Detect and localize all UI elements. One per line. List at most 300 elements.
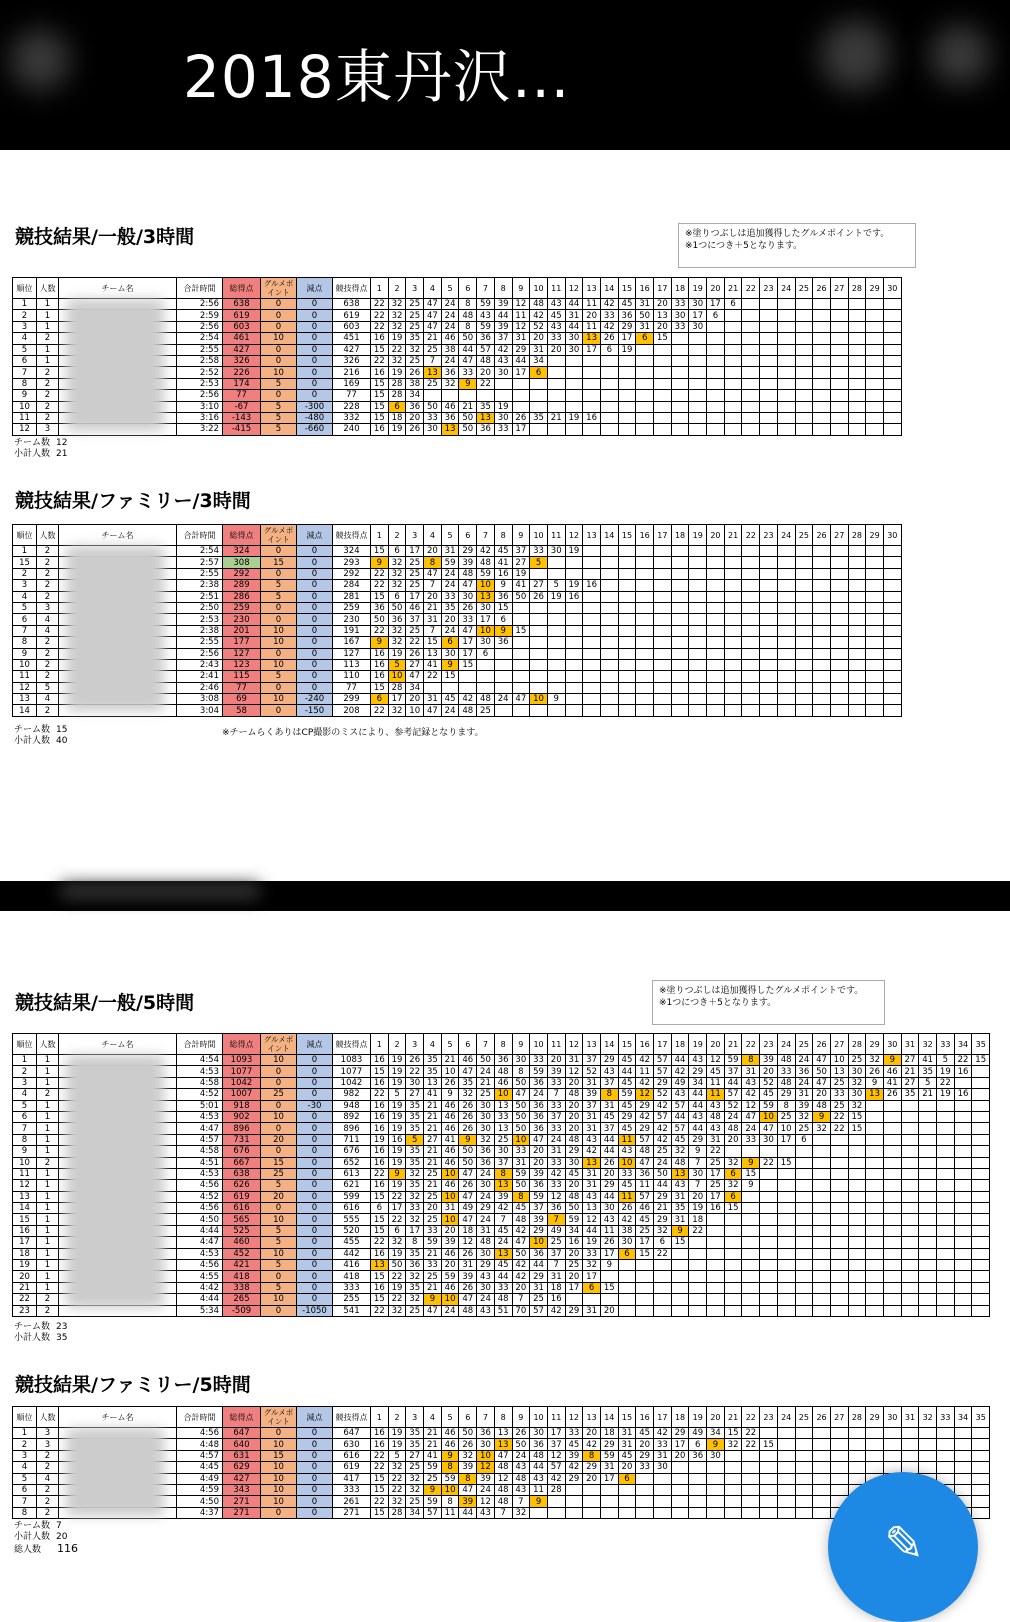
cell-cp: [830, 1439, 848, 1450]
cell-cp: [530, 378, 548, 389]
cell-time: 4:48: [177, 1439, 223, 1450]
cell-comp: 110: [333, 671, 371, 682]
cell-cp: [954, 1203, 972, 1214]
cell-cp: 31: [618, 1428, 636, 1439]
cell-cp: [618, 1305, 636, 1316]
header-cp-6: 6: [459, 525, 477, 546]
cell-cp: [760, 1282, 778, 1293]
cell-cp: 16: [371, 1157, 389, 1168]
cell-cp: [866, 602, 884, 613]
cell-cp: [813, 1214, 831, 1225]
cell-cp: [883, 1168, 901, 1179]
cell-cp: [813, 705, 831, 716]
cell-cp: 31: [583, 1180, 601, 1191]
header-competition-points: 競技得点: [333, 525, 371, 546]
cell-cp: [777, 1439, 795, 1450]
cell-total: -67: [223, 401, 261, 412]
header-cp-22: 22: [742, 525, 760, 546]
header-cp-14: 14: [600, 1407, 618, 1428]
cell-cp: [830, 694, 848, 705]
cell-cp: 45: [618, 1450, 636, 1461]
cell-cp: [477, 390, 495, 401]
cell-cp: [707, 333, 725, 344]
cell-cp: [530, 625, 548, 636]
cell-cp: 44: [618, 1066, 636, 1077]
cell-cp: 19: [565, 546, 583, 557]
cell-cp: [671, 580, 689, 591]
cell-cp: [707, 614, 725, 625]
cell-cp: [883, 355, 901, 366]
cell-cp: [919, 1294, 937, 1305]
cell-cp: [813, 344, 831, 355]
cell-time: 4:52: [177, 1089, 223, 1100]
cell-cp: 42: [583, 1439, 601, 1450]
cell-cp: [760, 1507, 778, 1518]
cell-cp: [724, 1507, 742, 1518]
cell-cp: [795, 1214, 813, 1225]
cell-cp: 36: [530, 1180, 548, 1191]
header-cp-3: 3: [406, 278, 424, 299]
cell-cp: 29: [689, 1134, 707, 1145]
cell-cp: [742, 1282, 760, 1293]
cell-cp: [600, 401, 618, 412]
cell-time: 4:37: [177, 1507, 223, 1518]
cell-cp: [795, 1225, 813, 1236]
header-total-points: 総得点: [223, 1034, 261, 1055]
cell-cp: 31: [671, 1214, 689, 1225]
cell-mem: 2: [37, 412, 59, 423]
cell-cp: 20: [441, 1225, 459, 1236]
cell-mem: 3: [37, 1439, 59, 1450]
cell-cp: [760, 344, 778, 355]
cell-cp: 27: [406, 659, 424, 670]
cell-rank: 5: [13, 602, 37, 613]
cell-ded: 0: [297, 1146, 333, 1157]
cell-cp: [795, 1168, 813, 1179]
cell-cp: 20: [441, 614, 459, 625]
cell-cp: [830, 1473, 848, 1484]
cell-cp: 11: [583, 321, 601, 332]
cell-cp: [813, 591, 831, 602]
cell-cp: 47: [742, 1111, 760, 1122]
cell-cp: [742, 1271, 760, 1282]
cell-time: 4:56: [177, 1180, 223, 1191]
cell-cp: [742, 401, 760, 412]
cell-cp: 31: [583, 1305, 601, 1316]
cell-cp: 36: [406, 1260, 424, 1271]
cell-cp: 59: [724, 1055, 742, 1066]
cell-cp: [813, 1191, 831, 1202]
cell-cp: [742, 390, 760, 401]
cell-cp: 47: [459, 1168, 477, 1179]
cell-cp: 42: [636, 1111, 654, 1122]
cell-cp: [654, 659, 672, 670]
cell-cp: [866, 310, 884, 321]
cell-cp: [689, 602, 707, 613]
cell-cp: 46: [406, 602, 424, 613]
cell-cp: [494, 648, 512, 659]
cell-cp: [742, 659, 760, 670]
summary-label: チーム数: [14, 1520, 51, 1531]
cell-cp: 16: [954, 1066, 972, 1077]
cell-cp: [760, 1271, 778, 1282]
cell-cp: [866, 1134, 884, 1145]
cell-cp: [636, 694, 654, 705]
cell-cp: 48: [530, 1450, 548, 1461]
cell-cp: 30: [424, 424, 442, 435]
cell-cp: [883, 299, 901, 310]
cell-ded: 0: [297, 1237, 333, 1248]
cell-mem: 1: [37, 1180, 59, 1191]
cell-cp: 22: [371, 355, 389, 366]
header-cp-30: 30: [883, 278, 901, 299]
cell-rank: 5: [13, 1473, 37, 1484]
cell-cp: [848, 1157, 866, 1168]
cell-cp: [636, 378, 654, 389]
header-cp-23: 23: [760, 278, 778, 299]
cell-cp: [937, 1462, 955, 1473]
cell-cp: 43: [494, 355, 512, 366]
cell-rank: 11: [13, 671, 37, 682]
cell-cp: [707, 671, 725, 682]
cell-cp: 25: [530, 1294, 548, 1305]
cell-cp: [477, 682, 495, 693]
cell-cp: 25: [494, 1134, 512, 1145]
cell-cp: 10: [406, 705, 424, 716]
cell-cp: 17: [777, 1134, 795, 1145]
cell-cp: [654, 1271, 672, 1282]
cell-cp: [830, 1134, 848, 1145]
cell-cp: [777, 580, 795, 591]
cell-cp: 59: [512, 1168, 530, 1179]
note-box-2: [652, 980, 885, 1025]
cell-cp: [954, 1168, 972, 1179]
cell-cp: 9: [866, 1077, 884, 1088]
cell-cp: [618, 1271, 636, 1282]
cell-cp: [848, 1134, 866, 1145]
cell-cp: [724, 1484, 742, 1495]
cell-cp: [795, 659, 813, 670]
cell-cp: 25: [777, 1111, 795, 1122]
cell-cp: 47: [424, 1305, 442, 1316]
cell-ded: -300: [297, 401, 333, 412]
cell-cp: 37: [547, 1248, 565, 1259]
cell-cp: 11: [636, 1066, 654, 1077]
cell-cp: [760, 625, 778, 636]
cell-cp: 47: [459, 1191, 477, 1202]
cell-cp: [724, 705, 742, 716]
cell-cp: [795, 705, 813, 716]
header-cp-21: 21: [724, 1407, 742, 1428]
cell-cp: [547, 682, 565, 693]
cell-cp: [848, 1260, 866, 1271]
cell-cp: [813, 390, 831, 401]
cell-cp: [494, 705, 512, 716]
cell-cp: [866, 401, 884, 412]
header-cp-7: 7: [477, 525, 495, 546]
cell-cp: 16: [371, 1428, 389, 1439]
cell-cp: 22: [689, 1225, 707, 1236]
cell-cp: 36: [494, 1055, 512, 1066]
cell-cp: [760, 299, 778, 310]
cell-cp: 33: [547, 1100, 565, 1111]
cell-time: 4:58: [177, 1146, 223, 1157]
cell-cp: [954, 1462, 972, 1473]
cell-time: 3:08: [177, 694, 223, 705]
cell-ded: 0: [297, 1507, 333, 1518]
cell-cp: [795, 1191, 813, 1202]
header-cp-14: 14: [600, 1034, 618, 1055]
cell-mem: 1: [37, 1271, 59, 1282]
cell-cp: 32: [406, 1168, 424, 1179]
cell-time: 2:38: [177, 580, 223, 591]
cell-rank: 22: [13, 1294, 37, 1305]
header-cp-10: 10: [530, 278, 548, 299]
cell-cp: 20: [583, 1473, 601, 1484]
cell-cp: 9: [530, 1496, 548, 1507]
cell-cp: 50: [512, 1248, 530, 1259]
cell-cp: 10: [441, 1066, 459, 1077]
cell-cp: 9: [424, 1484, 442, 1495]
cell-comp: 281: [333, 591, 371, 602]
cell-cp: [583, 424, 601, 435]
cell-cp: [565, 378, 583, 389]
cell-cp: 33: [424, 1225, 442, 1236]
cell-cp: [866, 1294, 884, 1305]
cell-cp: [671, 659, 689, 670]
cell-cp: [636, 659, 654, 670]
cell-cp: [724, 1462, 742, 1473]
cell-cp: [565, 614, 583, 625]
cell-cp: [618, 694, 636, 705]
cell-cp: [883, 1134, 901, 1145]
cell-cp: [600, 424, 618, 435]
cell-gurme: 5: [261, 1237, 297, 1248]
cell-cp: 24: [477, 1214, 495, 1225]
cell-cp: 32: [406, 1214, 424, 1225]
cell-cp: 26: [459, 1123, 477, 1134]
cell-cp: 47: [424, 705, 442, 716]
cell-cp: [830, 1203, 848, 1214]
edit-fab-button[interactable]: [828, 1472, 978, 1622]
cell-cp: [848, 1237, 866, 1248]
cell-total: 1093: [223, 1055, 261, 1066]
cell-cp: 30: [512, 1055, 530, 1066]
cell-rank: 9: [13, 390, 37, 401]
cell-cp: 25: [424, 1473, 442, 1484]
cell-total: 77: [223, 682, 261, 693]
cell-cp: [813, 355, 831, 366]
cell-cp: 26: [459, 602, 477, 613]
cell-cp: [919, 1439, 937, 1450]
cell-cp: [636, 614, 654, 625]
cell-cp: [795, 625, 813, 636]
cell-cp: [830, 1180, 848, 1191]
cell-cp: [724, 659, 742, 670]
cell-time: 4:47: [177, 1237, 223, 1248]
cell-cp: [777, 568, 795, 579]
cell-cp: 25: [636, 1225, 654, 1236]
cell-cp: 13: [671, 1168, 689, 1179]
cell-cp: [795, 1439, 813, 1450]
header-cp-2: 2: [388, 1407, 406, 1428]
cell-cp: 38: [618, 1225, 636, 1236]
cell-cp: [937, 1439, 955, 1450]
cell-mem: 2: [37, 1496, 59, 1507]
header-cp-12: 12: [565, 525, 583, 546]
cell-cp: [494, 659, 512, 670]
cell-cp: 50: [636, 310, 654, 321]
table-header-row: [13, 525, 902, 546]
header-cp-9: 9: [512, 1407, 530, 1428]
cell-cp: 24: [530, 1089, 548, 1100]
cell-total: 427: [223, 344, 261, 355]
cell-cp: 25: [406, 625, 424, 636]
table-summary: [14, 1322, 67, 1344]
header-total-time: 合計時間: [177, 278, 223, 299]
cell-mem: 2: [37, 367, 59, 378]
cell-cp: 8: [406, 1237, 424, 1248]
cell-cp: 39: [459, 1271, 477, 1282]
cell-cp: 5: [937, 1055, 955, 1066]
cell-cp: [813, 1134, 831, 1145]
cell-cp: 22: [742, 1439, 760, 1450]
cell-cp: [654, 557, 672, 568]
cell-cp: 15: [371, 591, 389, 602]
cell-cp: 29: [636, 1100, 654, 1111]
cell-cp: [795, 580, 813, 591]
cell-cp: 20: [565, 1100, 583, 1111]
cell-cp: 26: [459, 1111, 477, 1122]
header-total-points: 総得点: [223, 278, 261, 299]
cell-cp: 24: [441, 299, 459, 310]
cell-comp: 1083: [333, 1055, 371, 1066]
cell-cp: [813, 1260, 831, 1271]
cell-gurme: 0: [261, 310, 297, 321]
cell-cp: [777, 367, 795, 378]
cell-time: 2:54: [177, 333, 223, 344]
cell-cp: [813, 412, 831, 423]
cell-cp: 48: [494, 1496, 512, 1507]
cell-cp: [866, 1260, 884, 1271]
cell-cp: [813, 1462, 831, 1473]
cell-cp: [937, 1450, 955, 1461]
cell-cp: 31: [671, 1191, 689, 1202]
cell-cp: 47: [813, 1055, 831, 1066]
cell-cp: [671, 1305, 689, 1316]
cell-cp: 31: [441, 1203, 459, 1214]
header-total-time: 合計時間: [177, 525, 223, 546]
cell-ded: 0: [297, 671, 333, 682]
cell-mem: 2: [37, 591, 59, 602]
cell-total: 1007: [223, 1089, 261, 1100]
cell-cp: [671, 1271, 689, 1282]
cell-cp: 31: [512, 333, 530, 344]
cell-cp: 19: [689, 1203, 707, 1214]
cell-cp: [689, 367, 707, 378]
cell-cp: [689, 546, 707, 557]
cell-cp: [795, 390, 813, 401]
header-cp-1: 1: [371, 1034, 389, 1055]
cell-cp: 35: [441, 602, 459, 613]
cell-cp: [937, 1428, 955, 1439]
header-cp-18: 18: [671, 1407, 689, 1428]
summary-value: 12: [56, 438, 68, 449]
cell-comp: 455: [333, 1237, 371, 1248]
cell-total: 629: [223, 1462, 261, 1473]
cell-cp: 29: [530, 1225, 548, 1236]
cell-cp: [848, 648, 866, 659]
cell-cp: 22: [371, 625, 389, 636]
cell-cp: 48: [530, 299, 548, 310]
cell-cp: [813, 1271, 831, 1282]
summary-label: チーム数: [14, 438, 51, 449]
cell-cp: 19: [388, 1157, 406, 1168]
cell-cp: 20: [424, 1203, 442, 1214]
cell-cp: 16: [371, 1077, 389, 1088]
cell-cp: 30: [477, 637, 495, 648]
cell-cp: 19: [388, 1111, 406, 1122]
header-cp-30: 30: [883, 1407, 901, 1428]
cell-cp: [600, 568, 618, 579]
header-cp-24: 24: [777, 1407, 795, 1428]
header-cp-35: 35: [972, 1407, 990, 1428]
cell-cp: [795, 412, 813, 423]
cell-cp: 42: [459, 694, 477, 705]
cell-cp: [830, 344, 848, 355]
cell-cp: 19: [494, 401, 512, 412]
header-cp-28: 28: [848, 1407, 866, 1428]
summary-value: 7: [56, 1520, 62, 1531]
cell-cp: 47: [459, 1294, 477, 1305]
cell-cp: 46: [441, 1146, 459, 1157]
header-cp-26: 26: [813, 525, 831, 546]
cell-cp: 9: [371, 557, 389, 568]
cell-cp: [883, 1111, 901, 1122]
cell-cp: [866, 412, 884, 423]
cell-time: 4:52: [177, 1191, 223, 1202]
cell-rank: 11: [13, 1168, 37, 1179]
cell-cp: 29: [636, 1450, 654, 1461]
cell-cp: 33: [547, 1077, 565, 1088]
cell-cp: 15: [371, 546, 389, 557]
cell-cp: 22: [388, 344, 406, 355]
cell-cp: [742, 378, 760, 389]
cell-rank: 3: [13, 1077, 37, 1088]
cell-cp: 32: [477, 1134, 495, 1145]
header-cp-1: 1: [371, 525, 389, 546]
cell-cp: [760, 333, 778, 344]
cell-cp: [760, 1146, 778, 1157]
cell-cp: [742, 671, 760, 682]
cell-cp: [583, 546, 601, 557]
cell-cp: [830, 591, 848, 602]
cell-cp: [830, 546, 848, 557]
cell-rank: 4: [13, 591, 37, 602]
cell-comp: 621: [333, 1180, 371, 1191]
cell-comp: 228: [333, 401, 371, 412]
cell-cp: 6: [618, 1473, 636, 1484]
cell-cp: 29: [512, 344, 530, 355]
cell-cp: 42: [494, 1203, 512, 1214]
cell-cp: [760, 648, 778, 659]
cell-cp: [707, 344, 725, 355]
cell-cp: 29: [477, 1203, 495, 1214]
cell-cp: [742, 424, 760, 435]
cell-cp: [919, 1305, 937, 1316]
cell-cp: 6: [583, 1282, 601, 1293]
cell-cp: [689, 694, 707, 705]
